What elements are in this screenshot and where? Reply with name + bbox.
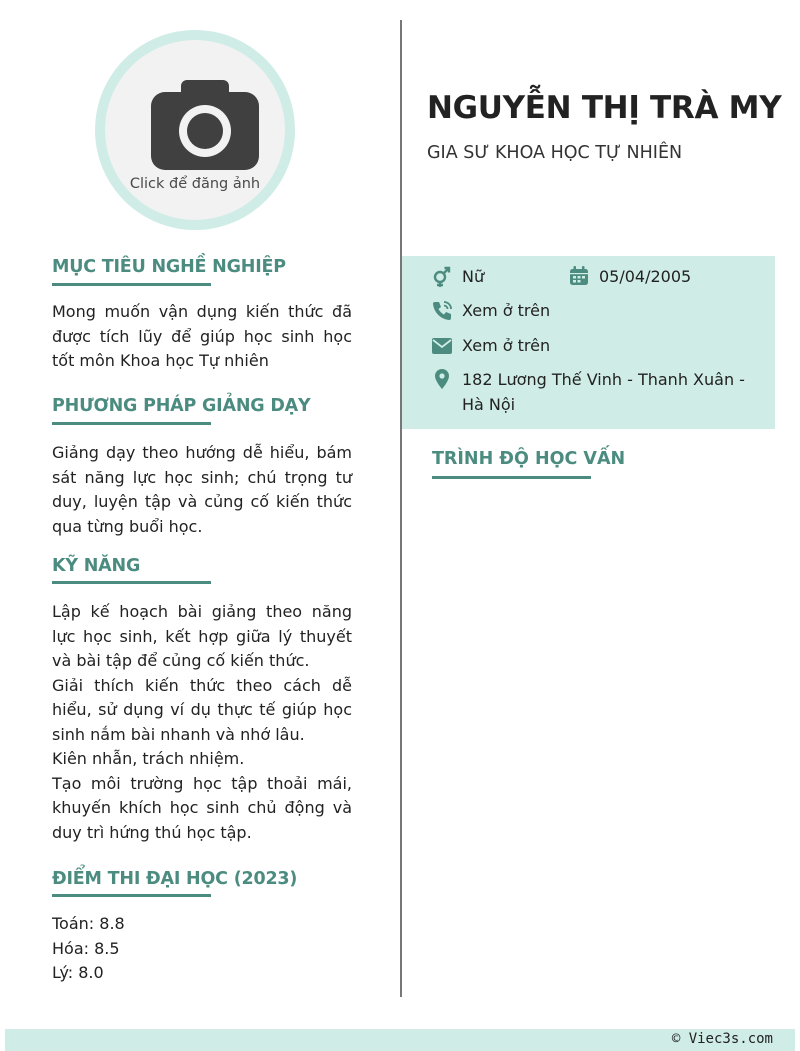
address-value	[462, 368, 762, 417]
avatar-placeholder[interactable]	[105, 40, 285, 220]
section-title-skills: KỸ NĂNG	[52, 556, 141, 576]
section-underline	[52, 422, 211, 425]
method-text	[52, 441, 352, 539]
gender-value: Nữ	[462, 267, 485, 286]
birthday-value: 05/04/2005	[599, 267, 692, 286]
section-title-exam: ĐIỂM THI ĐẠI HỌC (2023)	[52, 869, 298, 889]
phone-value: Xem ở trên	[462, 301, 551, 320]
method-paragraph: Giảng dạy theo hướng dễ hiểu, bám sát năng lực học sinh; chú trọng tư duy, luyện tập và củng cố kiến thức qua từng buổi học.	[52, 443, 352, 536]
footer-bar	[5, 1029, 795, 1051]
gender-icon	[431, 266, 453, 288]
location-pin-icon	[431, 368, 453, 390]
avatar-upload[interactable]	[95, 30, 295, 230]
skill-item: Lập kế hoạch bài giảng theo năng lực học sinh, kết hợp giữa lý thuyết và bài tập để củng cố kiến thức.	[52, 602, 352, 670]
exam-score-item: Hóa: 8.5	[52, 938, 120, 958]
camera-icon	[151, 76, 259, 170]
email-icon	[431, 335, 453, 357]
column-divider	[400, 20, 402, 997]
contact-box	[402, 256, 775, 429]
section-underline	[432, 476, 591, 479]
section-underline	[52, 283, 211, 286]
candidate-name: NGUYỄN THỊ TRÀ MY	[427, 90, 782, 126]
address-line: Hà Nội	[462, 394, 516, 414]
job-title: GIA SƯ KHOA HỌC TỰ NHIÊN	[427, 143, 683, 163]
section-title-education: TRÌNH ĐỘ HỌC VẤN	[432, 449, 626, 469]
skill-item: Tạo môi trường học tập thoải mái, khuyến khích học sinh chủ động và duy trì hứng thú học tập.	[52, 773, 352, 842]
calendar-icon	[568, 265, 590, 287]
objective-text	[52, 300, 352, 374]
objective-paragraph: Mong muốn vận dụng kiến thức đã được tích lũy để giúp học sinh học tốt môn Khoa học Tự nhiên	[52, 302, 352, 370]
section-underline	[52, 581, 211, 584]
email-value: Xem ở trên	[462, 336, 551, 355]
footer-copyright: © Viec3s.com	[671, 1031, 773, 1047]
skill-item: Giải thích kiến thức theo cách dễ hiểu, sử dụng ví dụ thực tế giúp học sinh nắm bài nhanh và nhớ lâu.	[52, 675, 352, 744]
exam-score-item: Lý: 8.0	[52, 963, 104, 982]
section-title-objective: MỤC TIÊU NGHỀ NGHIỆP	[52, 257, 286, 277]
exam-score-item: Toán: 8.8	[52, 914, 125, 933]
address-line: 182 Lương Thế Vinh - Thanh Xuân -	[462, 370, 745, 389]
skill-item: Kiên nhẫn, trách nhiệm.	[52, 749, 245, 768]
section-underline	[52, 894, 211, 897]
section-title-method: PHƯƠNG PHÁP GIẢNG DẠY	[52, 396, 311, 416]
exam-scores	[52, 912, 352, 986]
avatar-label: Click để đăng ảnh	[129, 176, 261, 192]
phone-icon	[431, 300, 453, 322]
skills-list	[52, 600, 352, 845]
